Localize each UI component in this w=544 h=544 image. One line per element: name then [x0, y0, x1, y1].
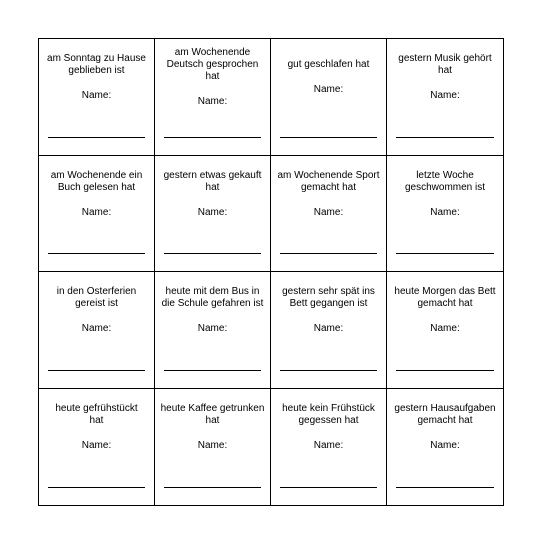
- name-line: [164, 487, 261, 488]
- bingo-cell: [387, 272, 503, 389]
- cell-prompt: heute Morgen das Bett gemacht hat: [394, 286, 496, 309]
- cell-prompt: am Wochenende Deutsch gesprochen hat: [166, 47, 259, 82]
- cell-prompt: am Sonntag zu Hause geblieben ist: [47, 53, 146, 76]
- name-line: [164, 137, 261, 138]
- name-line: [280, 487, 377, 488]
- name-line: [280, 370, 377, 371]
- name-label: Name:: [430, 439, 460, 451]
- bingo-cell: [271, 389, 387, 506]
- bingo-cell: [271, 272, 387, 389]
- name-line: [280, 137, 377, 138]
- name-line: [48, 370, 145, 371]
- name-label: Name:: [81, 323, 112, 334]
- bingo-cell: [155, 272, 271, 389]
- cell-prompt: letzte Woche geschwommen ist: [404, 169, 486, 193]
- cell-prompt: heute Kaffee getrunken hat: [160, 402, 265, 426]
- bingo-cell: [155, 389, 271, 506]
- cell-prompt: am Wochenende ein Buch gelesen hat: [50, 169, 143, 193]
- bingo-cell: [39, 272, 155, 389]
- name-line: [48, 137, 145, 138]
- name-label: Name:: [197, 439, 228, 451]
- name-line: [396, 253, 494, 254]
- cell-prompt: in den Osterferien gereist ist: [56, 286, 137, 309]
- name-line: [396, 370, 494, 371]
- bingo-cell: [39, 156, 155, 273]
- name-label: Name:: [197, 323, 228, 334]
- name-line: [164, 253, 261, 254]
- name-label: Name:: [81, 90, 112, 101]
- bingo-cell: [155, 39, 271, 156]
- bingo-cell: [387, 156, 503, 273]
- bingo-cell: [387, 389, 503, 506]
- bingo-cell: [39, 389, 155, 506]
- bingo-cell: [387, 39, 503, 156]
- cell-prompt: gestern Hausaufgaben gemacht hat: [394, 402, 496, 426]
- name-line: [48, 487, 145, 488]
- name-label: Name:: [81, 439, 112, 451]
- cell-prompt: gut geschlafen hat: [287, 59, 370, 70]
- cell-prompt: heute kein Frühstück gegessen hat: [282, 402, 375, 426]
- name-label: Name:: [313, 439, 344, 451]
- name-line: [396, 487, 494, 488]
- name-label: Name:: [313, 84, 344, 95]
- cell-prompt: heute mit dem Bus in die Schule gefahren ist: [161, 286, 264, 309]
- cell-prompt: gestern sehr spät ins Bett gegangen ist: [282, 286, 375, 309]
- bingo-cell: [271, 156, 387, 273]
- cell-prompt: am Wochenende Sport gemacht hat: [277, 169, 380, 193]
- cell-prompt: heute gefrühstückt hat: [55, 402, 138, 426]
- name-label: Name:: [313, 206, 344, 218]
- name-label: Name:: [81, 206, 112, 218]
- bingo-cell: [271, 39, 387, 156]
- name-label: Name:: [197, 206, 228, 218]
- cell-prompt: gestern Musik gehört hat: [398, 53, 492, 76]
- name-line: [164, 370, 261, 371]
- name-label: Name:: [197, 96, 228, 107]
- name-label: Name:: [430, 206, 460, 218]
- bingo-cell: [155, 156, 271, 273]
- name-line: [48, 253, 145, 254]
- cell-prompt: gestern etwas gekauft hat: [163, 169, 262, 193]
- name-label: Name:: [430, 323, 460, 334]
- name-label: Name:: [313, 323, 344, 334]
- name-line: [280, 253, 377, 254]
- name-label: Name:: [430, 90, 460, 101]
- bingo-cell: [39, 39, 155, 156]
- name-line: [396, 137, 494, 138]
- bingo-card: [38, 38, 504, 506]
